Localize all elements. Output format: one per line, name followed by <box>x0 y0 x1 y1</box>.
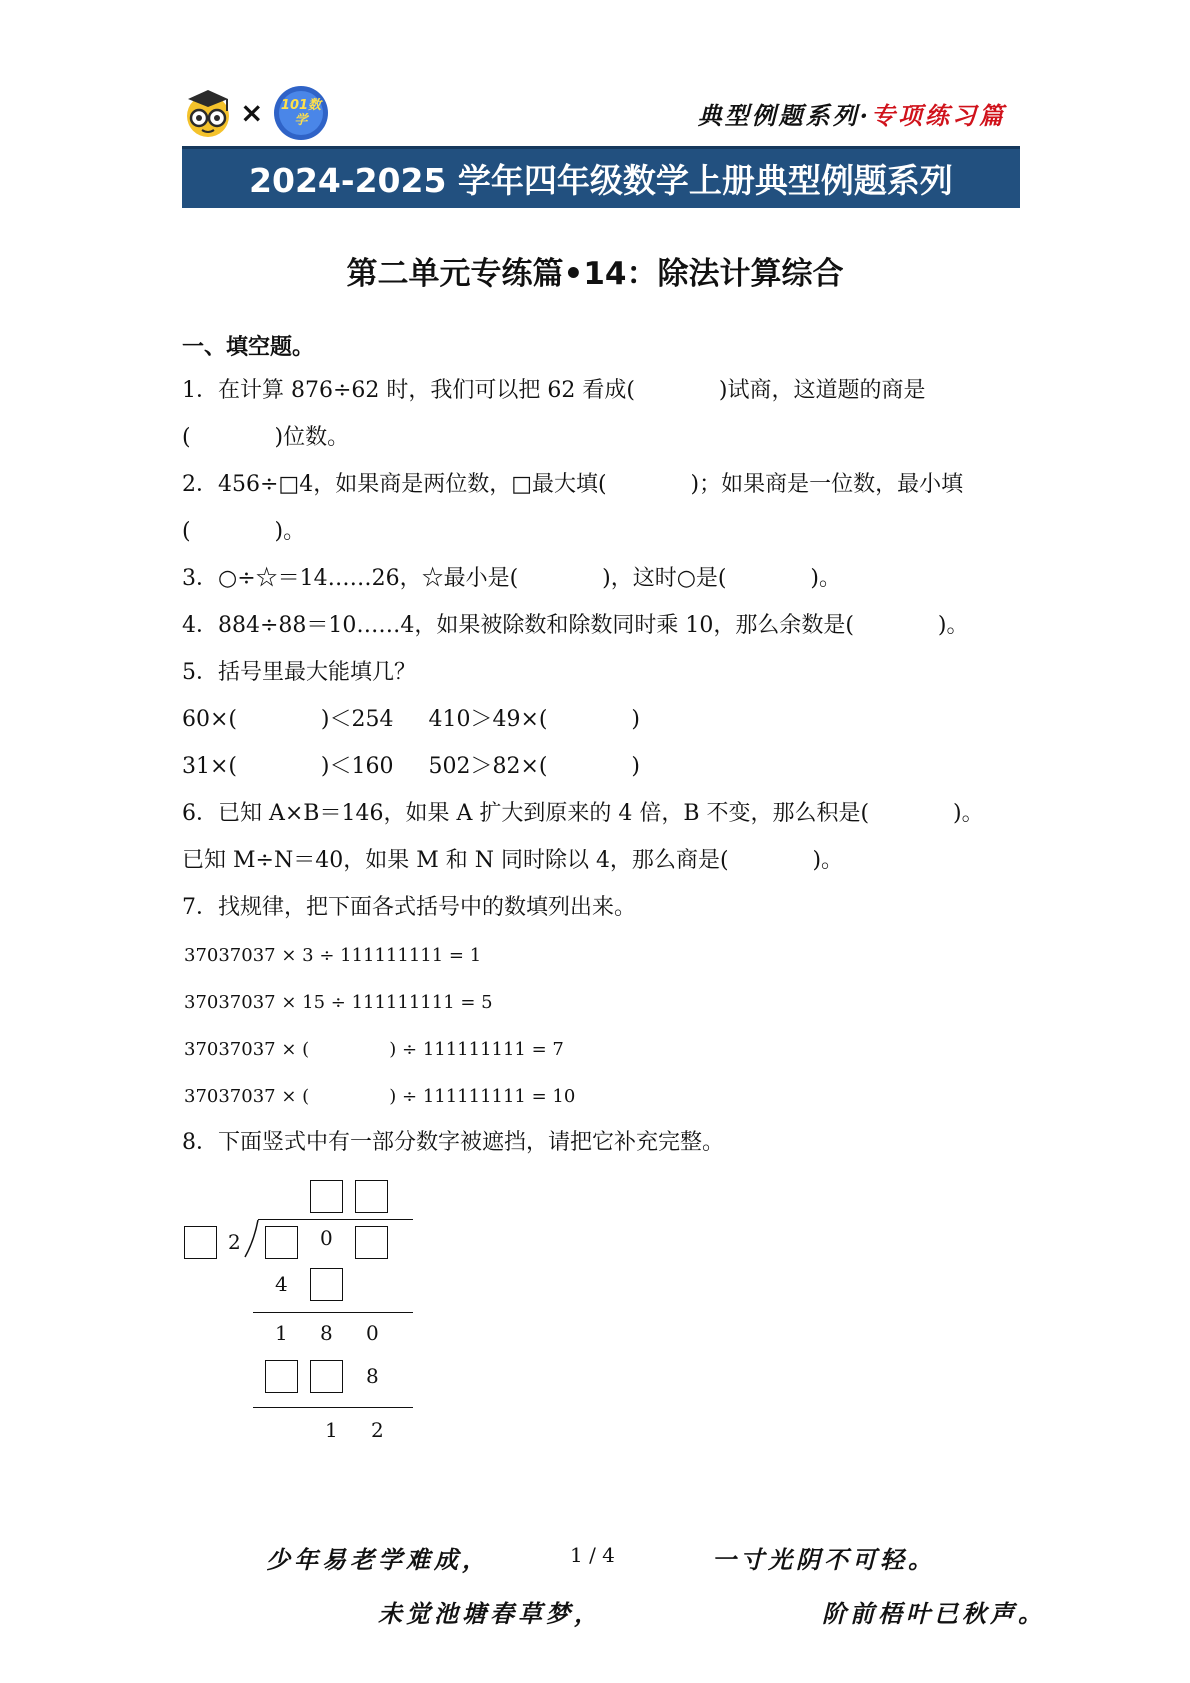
question-5-row-a: 60×( )＜254 410＞49×( ) <box>182 707 640 732</box>
question-5-row-b: 31×( )＜160 502＞82×( ) <box>182 754 640 779</box>
division-line-1 <box>253 1312 413 1313</box>
series-tag <box>698 96 1006 131</box>
division-line-2 <box>253 1407 413 1408</box>
product-1-box[interactable] <box>310 1268 343 1301</box>
dividend-digit-tens: 0 <box>320 1226 333 1250</box>
question-1-line-1: 1．在计算 876÷62 时，我们可以把 62 看成( )试商，这道题的商是 <box>182 378 926 403</box>
series-tag-black: 典型例题系列· <box>697 101 871 130</box>
footer-poem-line-2: 一寸光阴不可轻。 <box>712 1545 936 1574</box>
question-6-line-2: 已知 M÷N＝40，如果 M 和 N 同时除以 4，那么商是( )。 <box>182 848 844 873</box>
division-bracket-top <box>258 1219 413 1220</box>
question-6-line-1: 6．已知 A×B＝146，如果 A 扩大到原来的 4 倍，B 不变，那么积是( )。 <box>182 801 984 826</box>
series-banner <box>182 146 1020 208</box>
footer-poem-line-1: 少年易老学难成， <box>266 1545 490 1574</box>
times-sign: × <box>240 96 264 129</box>
partial-digit-2: 8 <box>320 1321 333 1345</box>
owl-logo-icon <box>182 86 234 138</box>
banner-title: 2024-2025 学年四年级数学上册典型例题系列 <box>249 161 953 200</box>
product-2-digit-ones: 8 <box>366 1364 379 1388</box>
pattern-equation-4: 37037037 × ( ) ÷ 111111111 = 10 <box>184 1086 576 1107</box>
dividend-box-hundreds[interactable] <box>265 1226 298 1259</box>
pattern-equation-2: 37037037 × 15 ÷ 111111111 = 5 <box>184 992 493 1013</box>
pattern-equation-1: 37037037 × 3 ÷ 111111111 = 1 <box>184 945 482 966</box>
remainder-digit-tens: 1 <box>325 1418 338 1442</box>
footer-poem-line-3: 未觉池塘春草梦， <box>378 1599 602 1628</box>
quotient-box-ones[interactable] <box>355 1180 388 1213</box>
divisor-digit: 2 <box>228 1230 241 1254</box>
partial-digit-1: 1 <box>275 1321 288 1345</box>
question-4: 4．884÷88＝10……4，如果被除数和除数同时乘 10，那么余数是( )。 <box>182 613 969 638</box>
document-title: 第二单元专练篇•14：除法计算综合 <box>346 256 844 292</box>
footer-poem-line-4: 阶前梧叶已秋声。 <box>822 1599 1046 1628</box>
partial-digit-3: 0 <box>366 1321 379 1345</box>
question-2-line-2: ( )。 <box>182 519 306 544</box>
product-2-box-tens[interactable] <box>310 1360 343 1393</box>
section-heading-fill-in: 一、填空题。 <box>182 335 315 360</box>
question-2-line-1: 2．456÷□4，如果商是两位数，□最大填( )；如果商是一位数，最小填 <box>182 472 964 497</box>
question-7: 7．找规律，把下面各式括号中的数填列出来。 <box>182 895 636 920</box>
division-bracket-curve <box>244 1219 260 1259</box>
brand-101-logo <box>272 84 330 142</box>
product-1-digit: 4 <box>275 1272 288 1296</box>
question-8: 8．下面竖式中有一部分数字被遮挡，请把它补充完整。 <box>182 1130 724 1155</box>
product-2-box-hundreds[interactable] <box>265 1360 298 1393</box>
quotient-box-tens[interactable] <box>310 1180 343 1213</box>
question-5: 5．括号里最大能填几？ <box>182 660 416 685</box>
remainder-digit-ones: 2 <box>371 1418 384 1442</box>
dividend-box-ones[interactable] <box>355 1226 388 1259</box>
question-1-line-2: ( )位数。 <box>182 425 350 450</box>
question-3: 3．○÷☆＝14……26，☆最小是( )，这时○是( )。 <box>182 566 841 591</box>
brand-101-logo-text: 101数学 <box>280 98 322 128</box>
divisor-box[interactable] <box>184 1226 217 1259</box>
pattern-equation-3: 37037037 × ( ) ÷ 111111111 = 7 <box>184 1039 564 1060</box>
series-tag-red: 专项练习篇 <box>871 101 1006 130</box>
page-number: 1 / 4 <box>570 1543 615 1567</box>
